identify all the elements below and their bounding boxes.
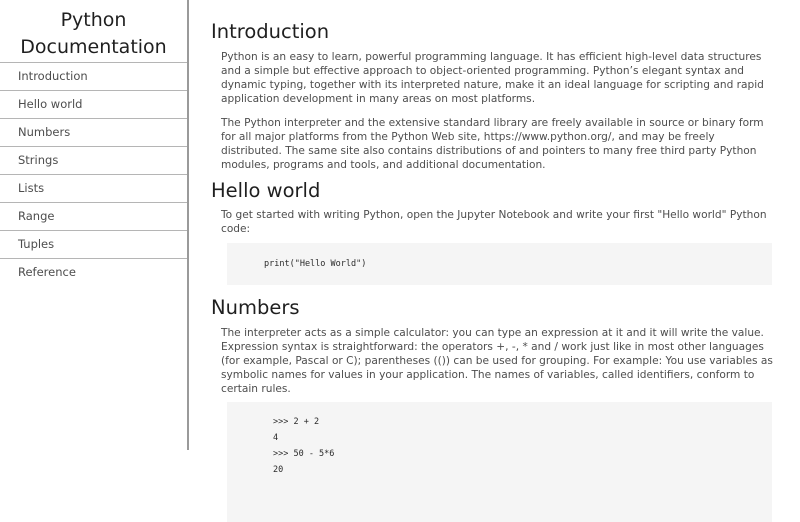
code-line: 4: [273, 433, 279, 443]
code-line: print("Hello World"): [264, 259, 367, 269]
nav-item-introduction[interactable]: Introduction: [0, 63, 187, 91]
hello-world-code-block[interactable]: [227, 243, 772, 285]
hello-world-paragraph: To get started with writing Python, open the Jupyter Notebook and write your first "Hello world" Python code:: [221, 209, 767, 235]
nav-item-lists[interactable]: Lists: [0, 175, 187, 203]
heading-numbers: Numbers: [211, 296, 300, 319]
sidebar-title: [0, 0, 187, 63]
section-numbers: [211, 296, 776, 522]
code-line: 20: [273, 465, 284, 475]
introduction-paragraph-2: The Python interpreter and the extensive standard library are freely available in source or binary form for all major platforms from the Python Web site, https://www.python.org/, and may be freely distributed. The same site also contains distributions of and pointers to many free third party Python modules, programs and tools, and additional documentation.: [221, 117, 764, 171]
sidebar: [0, 0, 189, 450]
nav-item-reference[interactable]: Reference: [18, 265, 76, 279]
code-line: >>> 50 - 5*6: [273, 449, 335, 459]
section-hello-world: [211, 179, 776, 285]
numbers-code-block[interactable]: [227, 402, 772, 522]
code-line: >>> 2 + 2: [273, 417, 320, 427]
nav-list: [0, 63, 187, 287]
nav-item-range[interactable]: Range: [0, 203, 187, 231]
heading-introduction: Introduction: [211, 20, 330, 43]
numbers-paragraph: The interpreter acts as a simple calculator: you can type an expression at it and it will write the value. Expression syntax is straightforward: the operators +, -, * and / work just like in most other languages (for example, Pascal or C); parentheses (()) can be used for grouping. For example: You use variables as symbolic names for values in your application. The names of variables, called identifiers, conform to certain rules.: [221, 327, 773, 395]
heading-hello-world: Hello world: [211, 179, 321, 202]
main-content: [211, 0, 776, 475]
nav-item-numbers[interactable]: Numbers: [0, 119, 187, 147]
nav-item-hello-world[interactable]: Hello world: [0, 91, 187, 119]
nav-item-tuples[interactable]: Tuples: [0, 231, 187, 259]
sidebar-title-line2: Documentation: [20, 36, 167, 58]
nav-item-strings[interactable]: Strings: [0, 147, 187, 175]
introduction-paragraph-1: Python is an easy to learn, powerful programming language. It has efficient high-level data structures and a simple but effective approach to object-oriented programming. Python’s elegant syntax and dynamic typing, together with its interpreted nature, make it an ideal language for scripting and rapid application development in many areas on most platforms.: [221, 51, 764, 105]
section-introduction: [211, 20, 776, 172]
sidebar-title-line1: Python: [60, 9, 127, 31]
